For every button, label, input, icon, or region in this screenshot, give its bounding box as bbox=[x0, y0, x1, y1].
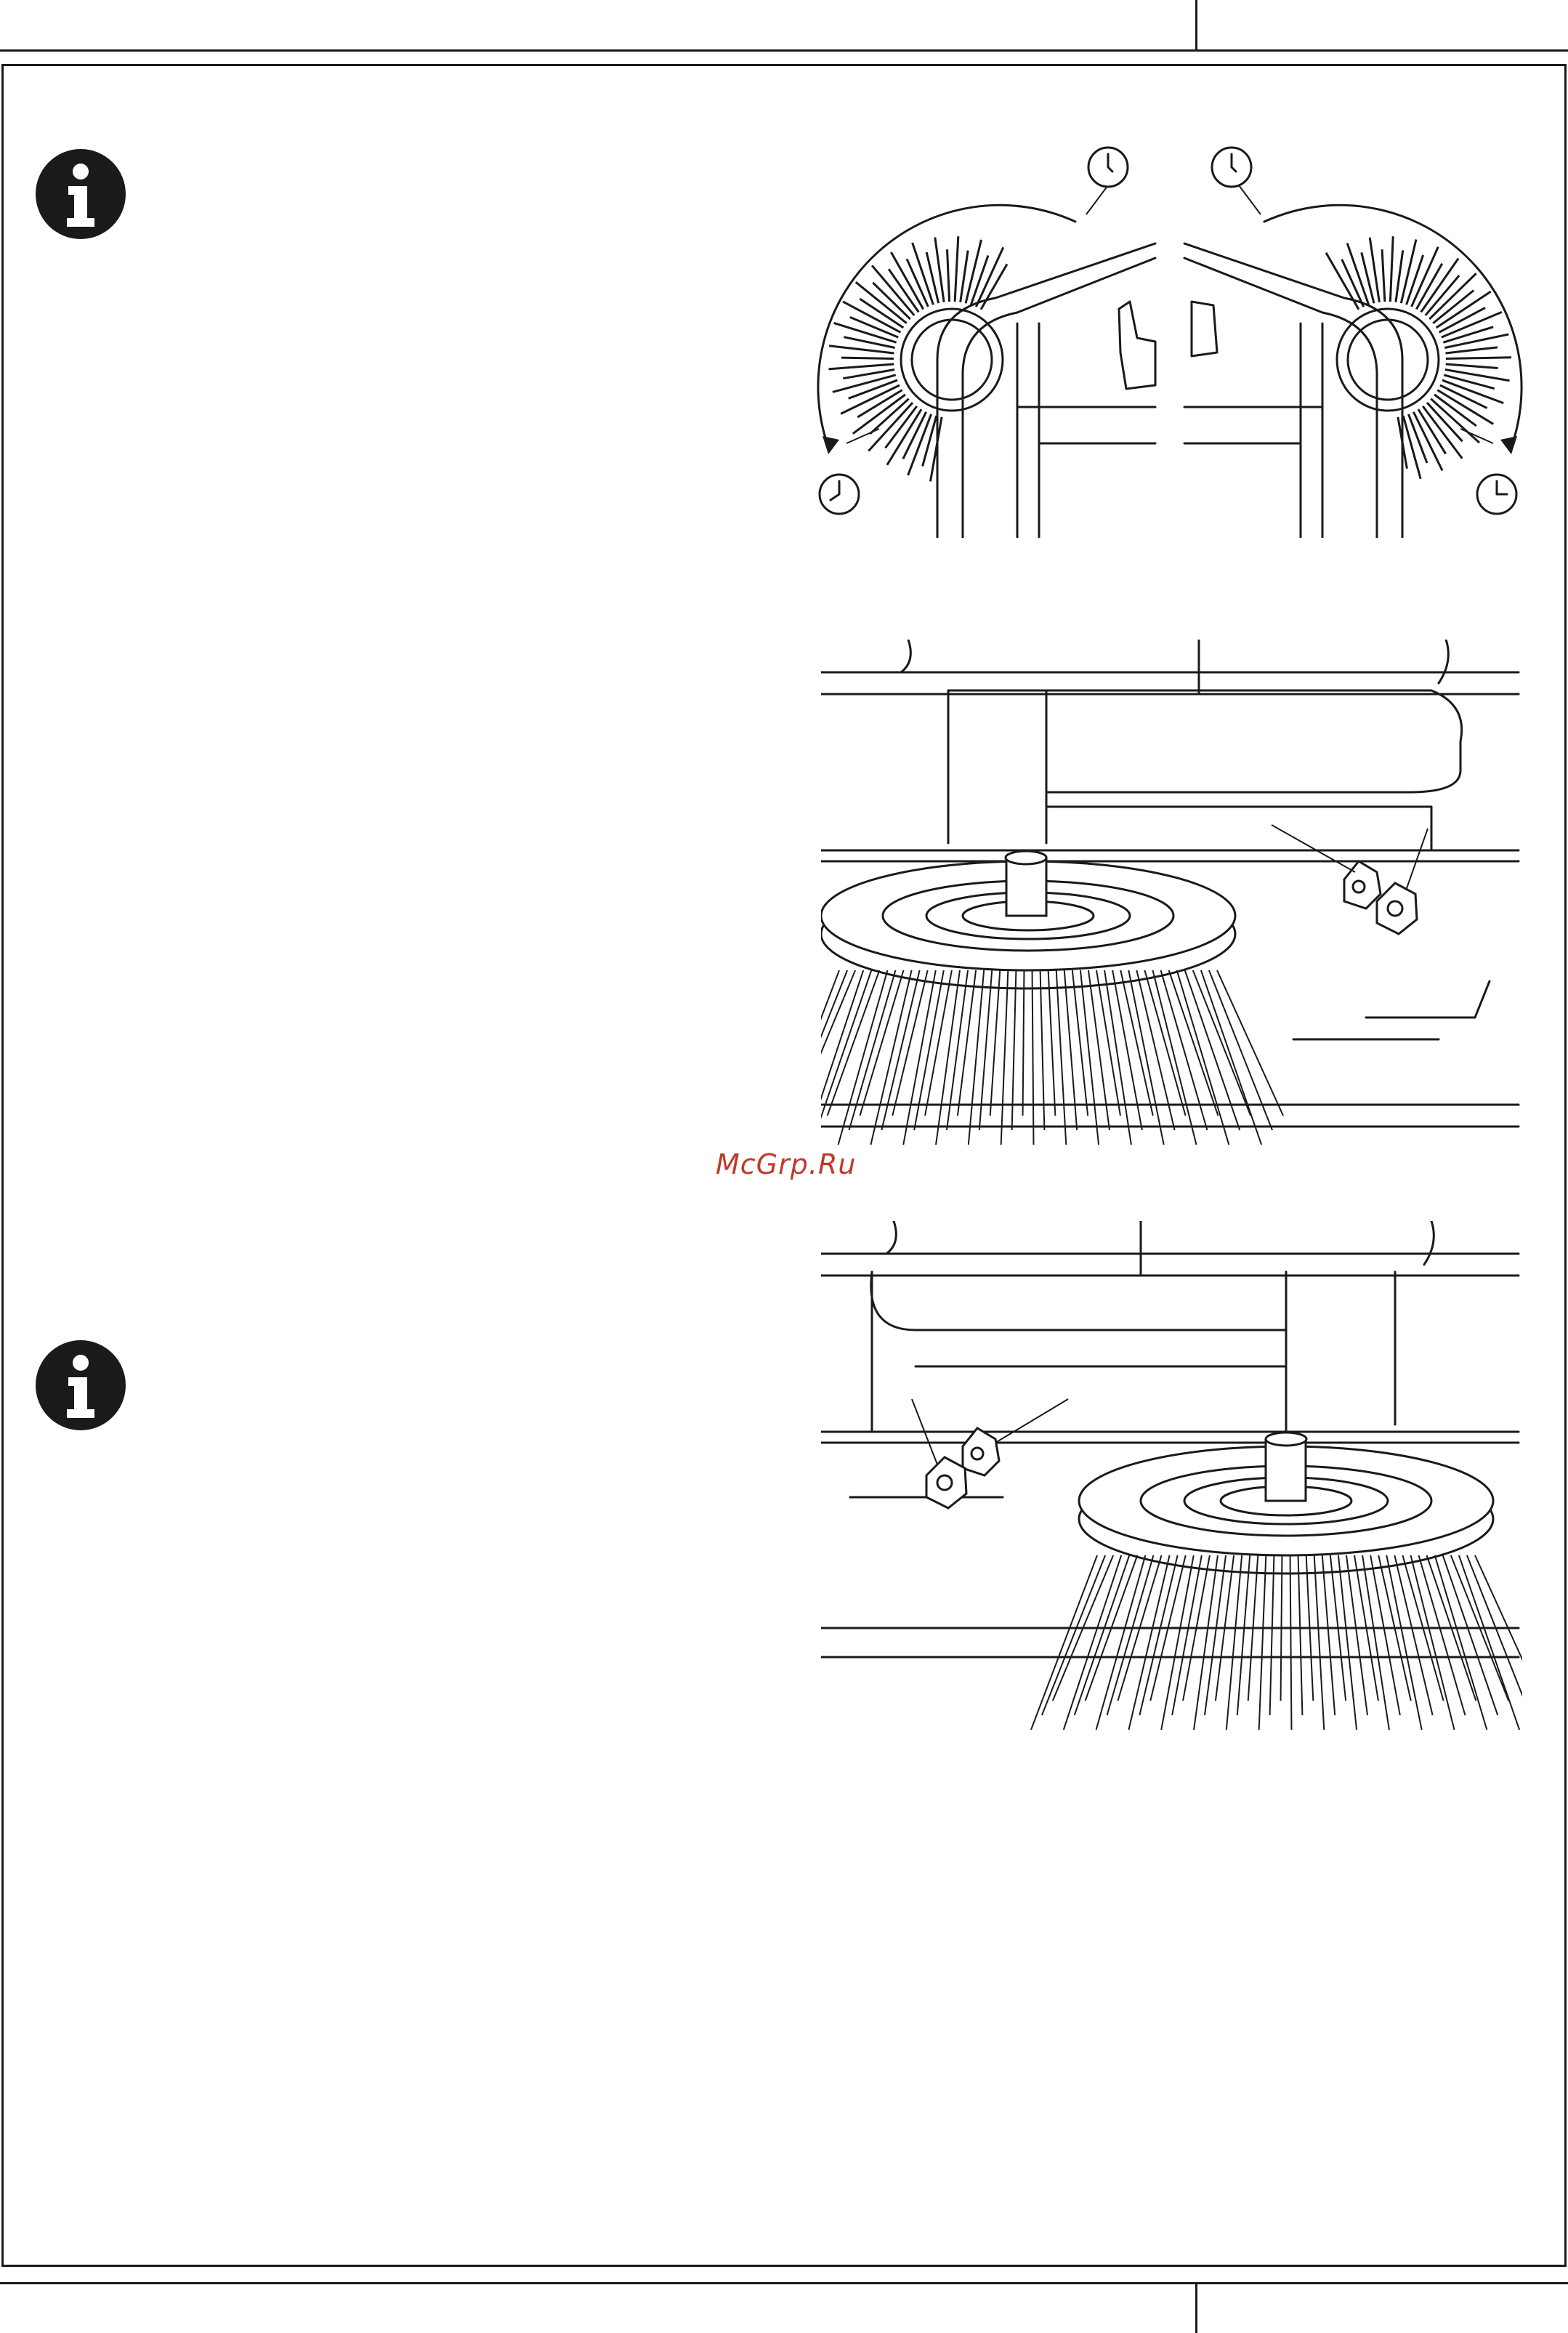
clock-icon bbox=[1477, 475, 1516, 514]
knob bbox=[1377, 883, 1417, 934]
info-icon bbox=[35, 1339, 126, 1431]
info-icon bbox=[35, 148, 126, 240]
clock-icon bbox=[820, 475, 859, 514]
page-frame-right bbox=[1564, 64, 1567, 2266]
clock-icon bbox=[1212, 148, 1251, 187]
page-frame-top bbox=[1, 64, 1567, 66]
brush-rotation-diagram bbox=[807, 142, 1533, 538]
page-frame-left bbox=[1, 64, 4, 2266]
right-side-brush-knobs bbox=[821, 640, 1522, 1163]
footer-top-rule bbox=[0, 2282, 1568, 2284]
left-brush bbox=[828, 236, 1007, 481]
left-side-brush-knobs bbox=[821, 1221, 1522, 1744]
watermark: McGrp.Ru bbox=[716, 1148, 857, 1180]
right-brush bbox=[1326, 236, 1511, 479]
page-frame-bottom bbox=[1, 2265, 1567, 2267]
footer-divider bbox=[1195, 2282, 1197, 2333]
knob bbox=[926, 1457, 966, 1508]
knob bbox=[963, 1428, 999, 1475]
header-bottom-rule bbox=[0, 49, 1568, 52]
header-divider bbox=[1195, 0, 1197, 51]
clock-icon bbox=[1088, 148, 1128, 187]
